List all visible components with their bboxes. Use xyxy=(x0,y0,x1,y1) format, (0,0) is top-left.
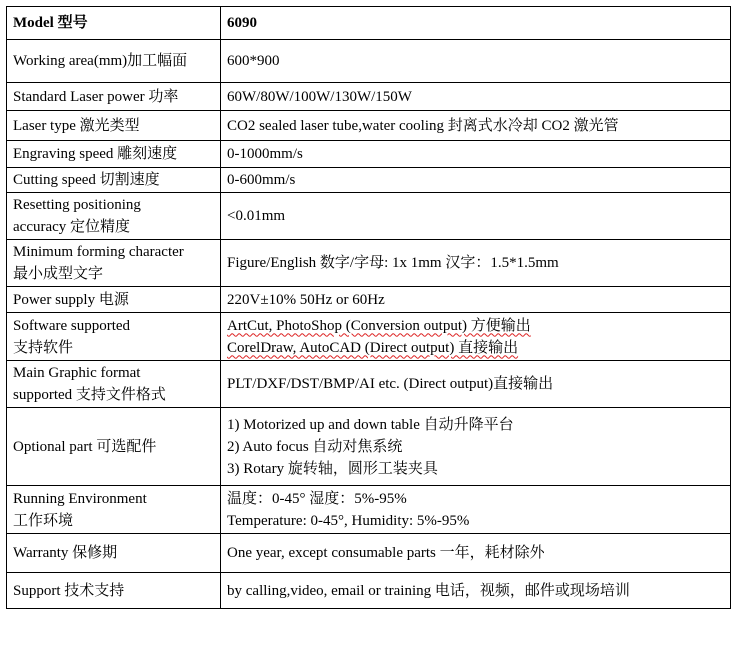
spec-value: Figure/English 数字/字母: 1x 1mm 汉字：1.5*1.5mm xyxy=(227,255,559,271)
spec-label: Working area(mm)加工幅面 xyxy=(13,53,188,69)
table-row xyxy=(7,168,731,193)
spec-value-cell xyxy=(221,141,731,168)
spec-value-cell xyxy=(221,534,731,573)
spec-label: Minimum forming character xyxy=(13,244,184,260)
spec-label-cell xyxy=(7,83,221,111)
table-row xyxy=(7,361,731,408)
spec-label-cell xyxy=(7,361,221,408)
spec-value: PLT/DXF/DST/BMP/AI etc. (Direct output)直接输出 xyxy=(227,376,554,392)
spec-value: 3) Rotary 旋转轴，圆形工装夹具 xyxy=(227,460,438,477)
table-row xyxy=(7,486,731,534)
table-row xyxy=(7,40,731,83)
spec-value: 220V±10% 50Hz or 60Hz xyxy=(227,291,385,308)
table-row xyxy=(7,141,731,168)
spec-label: Software supported xyxy=(13,317,131,334)
spec-label-cell xyxy=(7,168,221,193)
spec-label: Cutting speed 切割速度 xyxy=(13,172,160,188)
table-row xyxy=(7,111,731,141)
spec-label-cell xyxy=(7,486,221,534)
spec-label-cell xyxy=(7,193,221,240)
spec-label-cell xyxy=(7,573,221,609)
spec-label: Power supply 电源 xyxy=(13,291,129,308)
spec-value-cell xyxy=(221,361,731,408)
spec-label: Support 技术支持 xyxy=(13,582,125,599)
spec-table xyxy=(6,6,731,609)
table-row xyxy=(7,240,731,287)
spec-value-cell xyxy=(221,40,731,83)
spec-value-cell xyxy=(221,486,731,534)
spec-value-cell xyxy=(221,408,731,486)
spec-value: Temperature: 0-45°, Humidity: 5%-95% xyxy=(227,512,470,529)
spec-value-cell xyxy=(221,240,731,287)
spec-value-cell xyxy=(221,573,731,609)
spec-label-cell xyxy=(7,40,221,83)
table-row xyxy=(7,83,731,111)
spec-label: accuracy 定位精度 xyxy=(13,219,131,235)
spec-label: 工作环境 xyxy=(13,512,74,529)
table-row xyxy=(7,7,731,40)
spec-value-cell xyxy=(221,7,731,40)
spec-value-cell xyxy=(221,83,731,111)
spec-value-cell xyxy=(221,111,731,141)
spec-value: <0.01mm xyxy=(227,208,286,224)
table-row xyxy=(7,313,731,361)
spec-label-cell xyxy=(7,7,221,40)
spec-label-cell xyxy=(7,287,221,313)
spec-value: 60W/80W/100W/130W/150W xyxy=(227,88,412,105)
spec-value: 600*900 xyxy=(227,53,280,69)
spec-value: 0-600mm/s xyxy=(227,172,296,188)
table-row xyxy=(7,534,731,573)
spec-value: 1) Motorized up and down table 自动升降平台 xyxy=(227,416,514,433)
spec-label: 最小成型文字 xyxy=(13,266,104,282)
spec-value: One year, except consumable parts 一年，耗材除外 xyxy=(227,545,545,561)
spec-value: 0-1000mm/s xyxy=(227,146,303,162)
spec-label: Running Environment xyxy=(13,490,147,507)
spec-label-cell xyxy=(7,313,221,361)
spec-label-cell xyxy=(7,534,221,573)
spec-value: ArtCut, PhotoShop (Conversion output) 方便输出 xyxy=(227,317,531,334)
spec-label: Optional part 可选配件 xyxy=(13,438,157,455)
spec-value: 6090 xyxy=(227,15,257,31)
spec-label: supported 支持文件格式 xyxy=(13,387,166,403)
spec-label-cell xyxy=(7,111,221,141)
spec-label: Engraving speed 雕刻速度 xyxy=(13,146,178,162)
spec-value-cell xyxy=(221,168,731,193)
spec-value-cell xyxy=(221,193,731,240)
spec-value: CO2 sealed laser tube,water cooling 封离式水冷却 CO2 激光管 xyxy=(227,117,619,134)
spec-label-cell xyxy=(7,141,221,168)
spec-label: Resetting positioning xyxy=(13,197,141,213)
spec-label: Warranty 保修期 xyxy=(13,545,118,561)
spec-label: Model 型号 xyxy=(13,15,88,31)
table-row xyxy=(7,287,731,313)
spec-value: CorelDraw, AutoCAD (Direct output) 直接输出 xyxy=(227,339,519,356)
spec-value: 2) Auto focus 自动对焦系统 xyxy=(227,438,403,455)
spec-value: 温度：0-45° 湿度：5%-95% xyxy=(227,490,407,507)
table-row xyxy=(7,408,731,486)
table-row xyxy=(7,573,731,609)
spec-label: Standard Laser power 功率 xyxy=(13,88,179,105)
spec-label-cell xyxy=(7,408,221,486)
spec-value: by calling,video, email or training 电话，视频，邮件或现场培训 xyxy=(227,582,630,599)
spec-label-cell xyxy=(7,240,221,287)
spec-label: Laser type 激光类型 xyxy=(13,117,140,134)
spec-value-cell xyxy=(221,313,731,361)
spec-label: 支持软件 xyxy=(13,339,74,356)
spec-value-cell xyxy=(221,287,731,313)
spec-label: Main Graphic format xyxy=(13,365,141,381)
table-row xyxy=(7,193,731,240)
